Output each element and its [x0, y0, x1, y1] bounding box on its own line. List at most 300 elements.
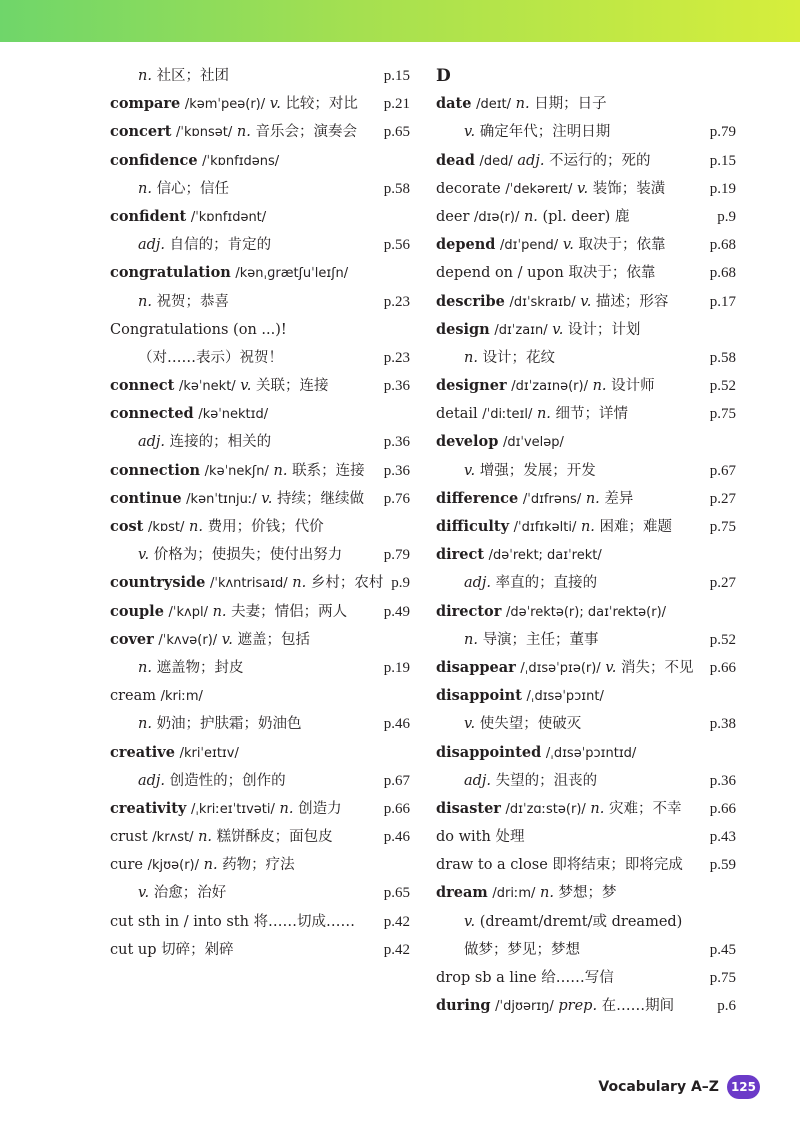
page-reference: p.65	[383, 885, 410, 902]
part-of-speech: n.	[464, 349, 478, 366]
part-of-speech: v.	[464, 716, 476, 733]
definition: 日期；日子	[534, 96, 607, 113]
definition: 联系；连接	[292, 462, 365, 479]
header-color-bar	[0, 0, 800, 42]
part-of-speech: n.	[279, 800, 294, 817]
entry-text	[436, 181, 665, 197]
definition: (pl. deer) 鹿	[542, 208, 630, 225]
headword: depend	[436, 236, 496, 254]
vocab-entry	[110, 654, 410, 682]
part-of-speech: v.	[221, 631, 233, 648]
headword: difference	[436, 489, 519, 507]
part-of-speech: v.	[464, 124, 476, 141]
part-of-speech: n.	[585, 490, 600, 507]
phonetic: /deɪt/	[476, 97, 512, 113]
page-reference: p.68	[709, 265, 736, 282]
vocab-entry	[110, 231, 410, 259]
headword: compare	[110, 95, 181, 113]
vocab-entry	[110, 316, 410, 344]
vocab-entry	[110, 344, 410, 372]
phrase: detail	[436, 406, 478, 423]
definition: 创造性的；创作的	[169, 772, 286, 789]
phonetic: /kəˈnekt/	[178, 379, 236, 395]
phrase: depend on / upon	[436, 265, 564, 282]
part-of-speech: n.	[138, 293, 152, 310]
entry-text	[436, 547, 602, 563]
entry-text	[436, 237, 666, 253]
vocab-entry	[436, 203, 736, 231]
entry-text	[436, 491, 633, 507]
page-reference: p.75	[709, 519, 736, 535]
part-of-speech: n.	[523, 208, 538, 225]
vocab-entry	[436, 682, 736, 710]
part-of-speech: n.	[590, 800, 605, 817]
definition: 率直的；直接的	[495, 575, 598, 592]
entry-text	[110, 688, 203, 704]
headword: countryside	[110, 574, 206, 592]
definition: 描述；形容	[595, 293, 669, 310]
headword: dream	[436, 884, 488, 902]
entry-text	[110, 237, 271, 253]
part-of-speech: v.	[269, 96, 281, 113]
definition: 设计；计划	[567, 321, 641, 338]
vocab-entry	[110, 569, 410, 597]
entry-text	[436, 519, 672, 535]
headword: disaster	[436, 799, 501, 817]
vocab-entry	[436, 428, 736, 456]
definition: 不运行的；死的	[549, 152, 651, 169]
entry-text	[110, 68, 229, 84]
entry-text	[110, 745, 239, 761]
definition: 做梦；梦见；梦想	[464, 941, 580, 958]
vocab-entry	[110, 823, 410, 851]
part-of-speech: adj.	[517, 152, 545, 169]
page-reference: p.19	[709, 180, 736, 197]
page-reference: p.59	[709, 857, 736, 874]
phonetic: /ˈkʌntrisaɪd/	[210, 576, 288, 592]
vocab-entry	[110, 767, 410, 795]
part-of-speech: n.	[464, 631, 478, 648]
phonetic: /dɪˈpend/	[500, 238, 559, 254]
vocab-entry	[110, 90, 410, 118]
page-reference: p.9	[717, 208, 736, 225]
page-reference: p.52	[709, 631, 736, 648]
phonetic: /dɪˈzɑːstə(r)/	[505, 801, 586, 817]
vocab-entry	[110, 626, 410, 654]
headword: develop	[436, 433, 499, 451]
entry-text	[110, 350, 283, 366]
headword: direct	[436, 546, 485, 564]
headword: continue	[110, 489, 182, 507]
definition: 持续；继续做	[276, 490, 364, 507]
entry-text	[110, 96, 358, 112]
part-of-speech: v.	[580, 293, 592, 310]
entry-text	[110, 322, 287, 338]
page-reference: p.75	[709, 970, 736, 986]
headword: concert	[110, 123, 172, 141]
part-of-speech: n.	[138, 659, 152, 676]
definition: 创造力	[298, 800, 342, 817]
definition: 治愈；治好	[153, 885, 227, 902]
headword: disappointed	[436, 743, 542, 761]
vocab-entry	[110, 710, 410, 738]
phonetic: /ded/	[479, 153, 513, 169]
phrase: cure	[110, 857, 143, 874]
entry-text	[110, 547, 342, 563]
page-reference: p.52	[709, 378, 736, 395]
vocab-entry	[436, 90, 736, 118]
definition: 即将结束；即将完成	[552, 857, 683, 874]
entry-text	[110, 885, 226, 901]
page-reference: p.43	[709, 829, 736, 846]
definition: 取决于；依靠	[568, 265, 656, 282]
part-of-speech: n.	[138, 68, 152, 84]
vocab-entry	[110, 598, 410, 626]
phonetic: /kəˈnektɪd/	[198, 407, 269, 423]
vocab-entry	[436, 795, 736, 823]
entry-text	[110, 265, 348, 281]
headword: confident	[110, 207, 187, 225]
vocab-entry	[110, 682, 410, 710]
vocab-entry	[110, 147, 410, 175]
definition: 灾难；不幸	[608, 800, 682, 817]
vocab-entry	[436, 175, 736, 203]
headword: dead	[436, 151, 475, 169]
entry-text	[436, 632, 599, 648]
part-of-speech: n.	[539, 885, 554, 902]
definition: 细节；详情	[555, 406, 629, 423]
headword: describe	[436, 292, 505, 310]
phonetic: /ˈkɒnsət/	[176, 125, 233, 141]
vocab-entry	[436, 316, 736, 344]
page-reference: p.66	[709, 659, 736, 676]
phonetic: /ˌdɪsəˈpɔɪntɪd/	[545, 745, 637, 761]
phonetic: /kɒst/	[147, 520, 185, 535]
entry-text	[110, 942, 234, 958]
definition: 切碎；剁碎	[161, 941, 234, 958]
phrase: deer	[436, 208, 470, 225]
page-reference: p.15	[709, 152, 736, 169]
headword: director	[436, 602, 502, 620]
vocab-entry	[436, 541, 736, 569]
page-number-badge: 125	[727, 1075, 760, 1099]
part-of-speech: n.	[212, 603, 227, 620]
page-reference: p.58	[383, 180, 410, 197]
definition: 信心；信任	[156, 180, 230, 197]
entry-text	[110, 124, 357, 140]
page-reference: p.76	[383, 490, 410, 507]
definition: 遮盖；包括	[237, 631, 310, 648]
phrase: crust	[110, 829, 148, 846]
definition: 费用；价钱；代价	[207, 519, 324, 535]
part-of-speech: adj.	[138, 237, 166, 254]
phonetic: /ˌkriːeɪˈtɪvəti/	[190, 801, 275, 817]
entry-text	[436, 857, 683, 873]
vocabulary-column-right	[436, 62, 736, 1020]
vocab-entry	[436, 626, 736, 654]
phrase: do with	[436, 829, 491, 846]
headword: creative	[110, 743, 175, 761]
part-of-speech: n.	[273, 462, 288, 479]
phrase: decorate	[436, 180, 501, 197]
part-of-speech: n.	[515, 96, 530, 113]
definition: 乡村；农村	[310, 575, 384, 592]
phonetic: /ˈkʌvə(r)/	[158, 632, 218, 648]
entry-text	[110, 660, 244, 676]
definition: 导演；主任；董事	[482, 631, 599, 648]
vocab-entry	[110, 851, 410, 879]
page-reference: p.79	[709, 124, 736, 141]
entry-text	[110, 406, 268, 422]
headword: couple	[110, 602, 164, 620]
definition: 比较；对比	[285, 96, 358, 113]
part-of-speech: v.	[240, 378, 252, 395]
headword: confidence	[110, 151, 198, 169]
headword: difficulty	[436, 518, 510, 535]
part-of-speech: n.	[203, 857, 218, 874]
vocab-entry	[436, 654, 736, 682]
phonetic: /dɪˈveləp/	[502, 435, 564, 451]
headword: connect	[110, 377, 175, 395]
entry-text	[436, 96, 607, 112]
phonetic: /kəmˈpeə(r)/	[184, 97, 266, 113]
entry-text	[110, 773, 286, 789]
entry-text	[436, 998, 674, 1014]
entry-text	[436, 745, 636, 761]
page-footer	[598, 1074, 760, 1100]
definition: 价格为；使损失；使付出努力	[153, 547, 343, 564]
vocab-entry	[436, 739, 736, 767]
vocab-entry	[436, 879, 736, 907]
phonetic: /driːm/	[492, 886, 536, 902]
footer-section-label: Vocabulary A–Z	[598, 1079, 719, 1095]
vocab-entry	[110, 62, 410, 90]
phonetic: /kənˈtɪnjuː/	[186, 491, 257, 507]
entry-text	[110, 463, 365, 479]
definition: 奶油；护肤霜；奶油色	[156, 716, 302, 733]
part-of-speech: adj.	[464, 772, 492, 789]
definition: 药物；疗法	[222, 857, 295, 874]
page-reference: p.46	[383, 829, 410, 846]
vocab-entry	[110, 175, 410, 203]
entry-text	[110, 519, 324, 535]
definition: 糕饼酥皮；面包皮	[216, 829, 333, 846]
phrase: cut sth in / into sth	[110, 913, 249, 930]
headword: connection	[110, 461, 201, 479]
page-reference: p.6	[717, 998, 736, 1015]
definition: 设计；花纹	[482, 349, 556, 366]
page-reference: p.46	[383, 716, 410, 733]
page-reference: p.58	[709, 349, 736, 366]
page-reference: p.79	[383, 547, 410, 564]
vocab-entry	[436, 147, 736, 175]
vocab-entry	[110, 485, 410, 513]
vocab-entry	[436, 851, 736, 879]
vocab-entry	[110, 428, 410, 456]
vocab-entry	[436, 485, 736, 513]
entry-text	[436, 801, 681, 817]
page-reference: p.56	[383, 237, 410, 254]
entry-text	[436, 265, 655, 281]
entry-text	[110, 604, 347, 620]
headword: disappear	[436, 658, 516, 676]
definition: 确定年代；注明日期	[479, 124, 611, 141]
part-of-speech: n.	[592, 378, 607, 395]
part-of-speech: prep.	[558, 998, 598, 1015]
entry-text	[436, 406, 628, 422]
part-of-speech: adj.	[138, 434, 166, 451]
vocab-entry	[436, 259, 736, 287]
headword: connected	[110, 405, 194, 423]
page-reference: p.19	[383, 659, 410, 676]
headword: cover	[110, 630, 154, 648]
phonetic: /dɪˈzaɪnə(r)/	[511, 379, 588, 395]
page-reference: p.27	[709, 575, 736, 592]
vocab-entry	[436, 767, 736, 795]
definition: 消失；不见	[621, 659, 694, 676]
headword: during	[436, 997, 491, 1015]
phonetic: /ˈdɪfɪkəlti/	[513, 520, 577, 535]
part-of-speech: n.	[292, 575, 307, 592]
entry-text	[436, 942, 580, 958]
page-reference: p.49	[383, 603, 410, 620]
page-reference: p.66	[383, 800, 410, 817]
vocab-entry	[436, 823, 736, 851]
definition: 失望的；沮丧的	[495, 772, 598, 789]
phonetic: /dɪə(r)/	[474, 209, 520, 225]
definition: 关联；连接	[256, 378, 329, 395]
entry-text	[110, 294, 229, 310]
phonetic: /kəˈnekʃn/	[204, 463, 269, 479]
definition: （对……表示）祝贺！	[138, 349, 283, 366]
entry-text	[110, 914, 355, 930]
part-of-speech: n.	[236, 124, 251, 141]
page-reference: p.23	[383, 293, 410, 310]
page-reference: p.66	[709, 800, 736, 817]
entry-text	[436, 829, 524, 845]
phonetic: /dɪˈzaɪn/	[494, 322, 548, 338]
vocab-entry	[436, 118, 736, 146]
part-of-speech: v.	[605, 659, 617, 676]
vocab-entry	[436, 231, 736, 259]
part-of-speech: n.	[198, 829, 213, 846]
entry-text	[110, 801, 342, 817]
page-reference: p.38	[709, 716, 736, 733]
vocabulary-column-left	[110, 62, 410, 964]
definition: 差异	[604, 490, 634, 507]
phonetic: /ˌdɪsəˈpɪə(r)/	[520, 660, 601, 676]
definition: 装饰；装潢	[592, 180, 666, 197]
phrase: cream	[110, 688, 157, 705]
phonetic: /ˈkɒnfɪdənt/	[190, 209, 267, 225]
entry-text	[110, 857, 295, 873]
entry-text	[436, 716, 581, 732]
vocab-entry	[110, 879, 410, 907]
phrase: Congratulations (on ...)!	[110, 321, 287, 338]
entry-text	[436, 660, 694, 676]
vocab-entry	[436, 400, 736, 428]
page-reference: p.36	[383, 378, 410, 395]
page-reference: p.36	[709, 772, 736, 789]
definition: 困难；难题	[599, 519, 673, 535]
phonetic: /krʌst/	[152, 830, 194, 846]
entry-text	[110, 491, 364, 507]
entry-text	[436, 575, 597, 591]
entry-text	[436, 604, 666, 620]
part-of-speech: v.	[464, 913, 476, 930]
entry-text	[436, 322, 640, 338]
vocab-entry	[110, 203, 410, 231]
vocab-entry	[436, 936, 736, 964]
entry-text	[436, 970, 614, 986]
definition: 遮盖物；封皮	[156, 659, 244, 676]
vocab-entry	[436, 710, 736, 738]
definition: 连接的；相关的	[169, 434, 272, 451]
definition: (dreamt/dremt/或 dreamed)	[479, 913, 683, 930]
definition: 梦想；梦	[558, 885, 617, 902]
entry-text	[110, 716, 302, 732]
definition: 增强；发展；开发	[479, 462, 596, 479]
page-reference: p.42	[383, 913, 410, 930]
entry-text	[436, 124, 610, 140]
page-reference: p.36	[383, 462, 410, 479]
vocab-entry	[110, 908, 410, 936]
entry-text	[110, 181, 229, 197]
vocab-entry	[110, 259, 410, 287]
entry-text	[436, 378, 655, 394]
part-of-speech: n.	[536, 406, 551, 423]
vocab-entry	[436, 598, 736, 626]
vocab-entry	[436, 964, 736, 992]
page-reference: p.67	[383, 772, 410, 789]
phonetic: /ˈkʌpl/	[168, 604, 208, 620]
page-reference: p.9	[391, 575, 410, 592]
vocab-entry	[436, 908, 736, 936]
phonetic: /ˈdjʊərɪŋ/	[495, 999, 554, 1015]
letter-heading	[436, 62, 736, 90]
definition: 将……切成……	[253, 913, 356, 930]
part-of-speech: v.	[261, 490, 273, 507]
phrase: cut up	[110, 941, 157, 958]
phonetic: /dɪˈskraɪb/	[509, 294, 576, 310]
phonetic: /ˈdɪfrəns/	[522, 491, 582, 507]
phonetic: /ˈkɒnfɪdəns/	[202, 153, 280, 169]
part-of-speech: n.	[580, 519, 595, 535]
phonetic: /dəˈrekt; daɪˈrekt/	[488, 548, 602, 564]
vocab-entry	[110, 372, 410, 400]
entry-text	[110, 434, 271, 450]
entry-text	[436, 294, 668, 310]
vocab-entry	[436, 569, 736, 597]
vocab-entry	[110, 739, 410, 767]
definition: 祝贺；恭喜	[156, 293, 230, 310]
vocab-entry	[110, 513, 410, 541]
entry-text	[110, 153, 279, 169]
vocab-entry	[110, 118, 410, 146]
page-reference: p.15	[383, 68, 410, 84]
definition: 夫妻；情侣；两人	[231, 603, 348, 620]
headword: disappoint	[436, 687, 522, 705]
definition: 处理	[495, 829, 525, 846]
definition: 设计师	[611, 378, 655, 395]
definition: 在……期间	[601, 998, 675, 1015]
entry-text	[110, 575, 383, 591]
page-reference: p.42	[383, 941, 410, 958]
headword: design	[436, 320, 490, 338]
part-of-speech: n.	[189, 519, 203, 535]
vocab-entry	[110, 288, 410, 316]
entry-text	[436, 153, 651, 169]
